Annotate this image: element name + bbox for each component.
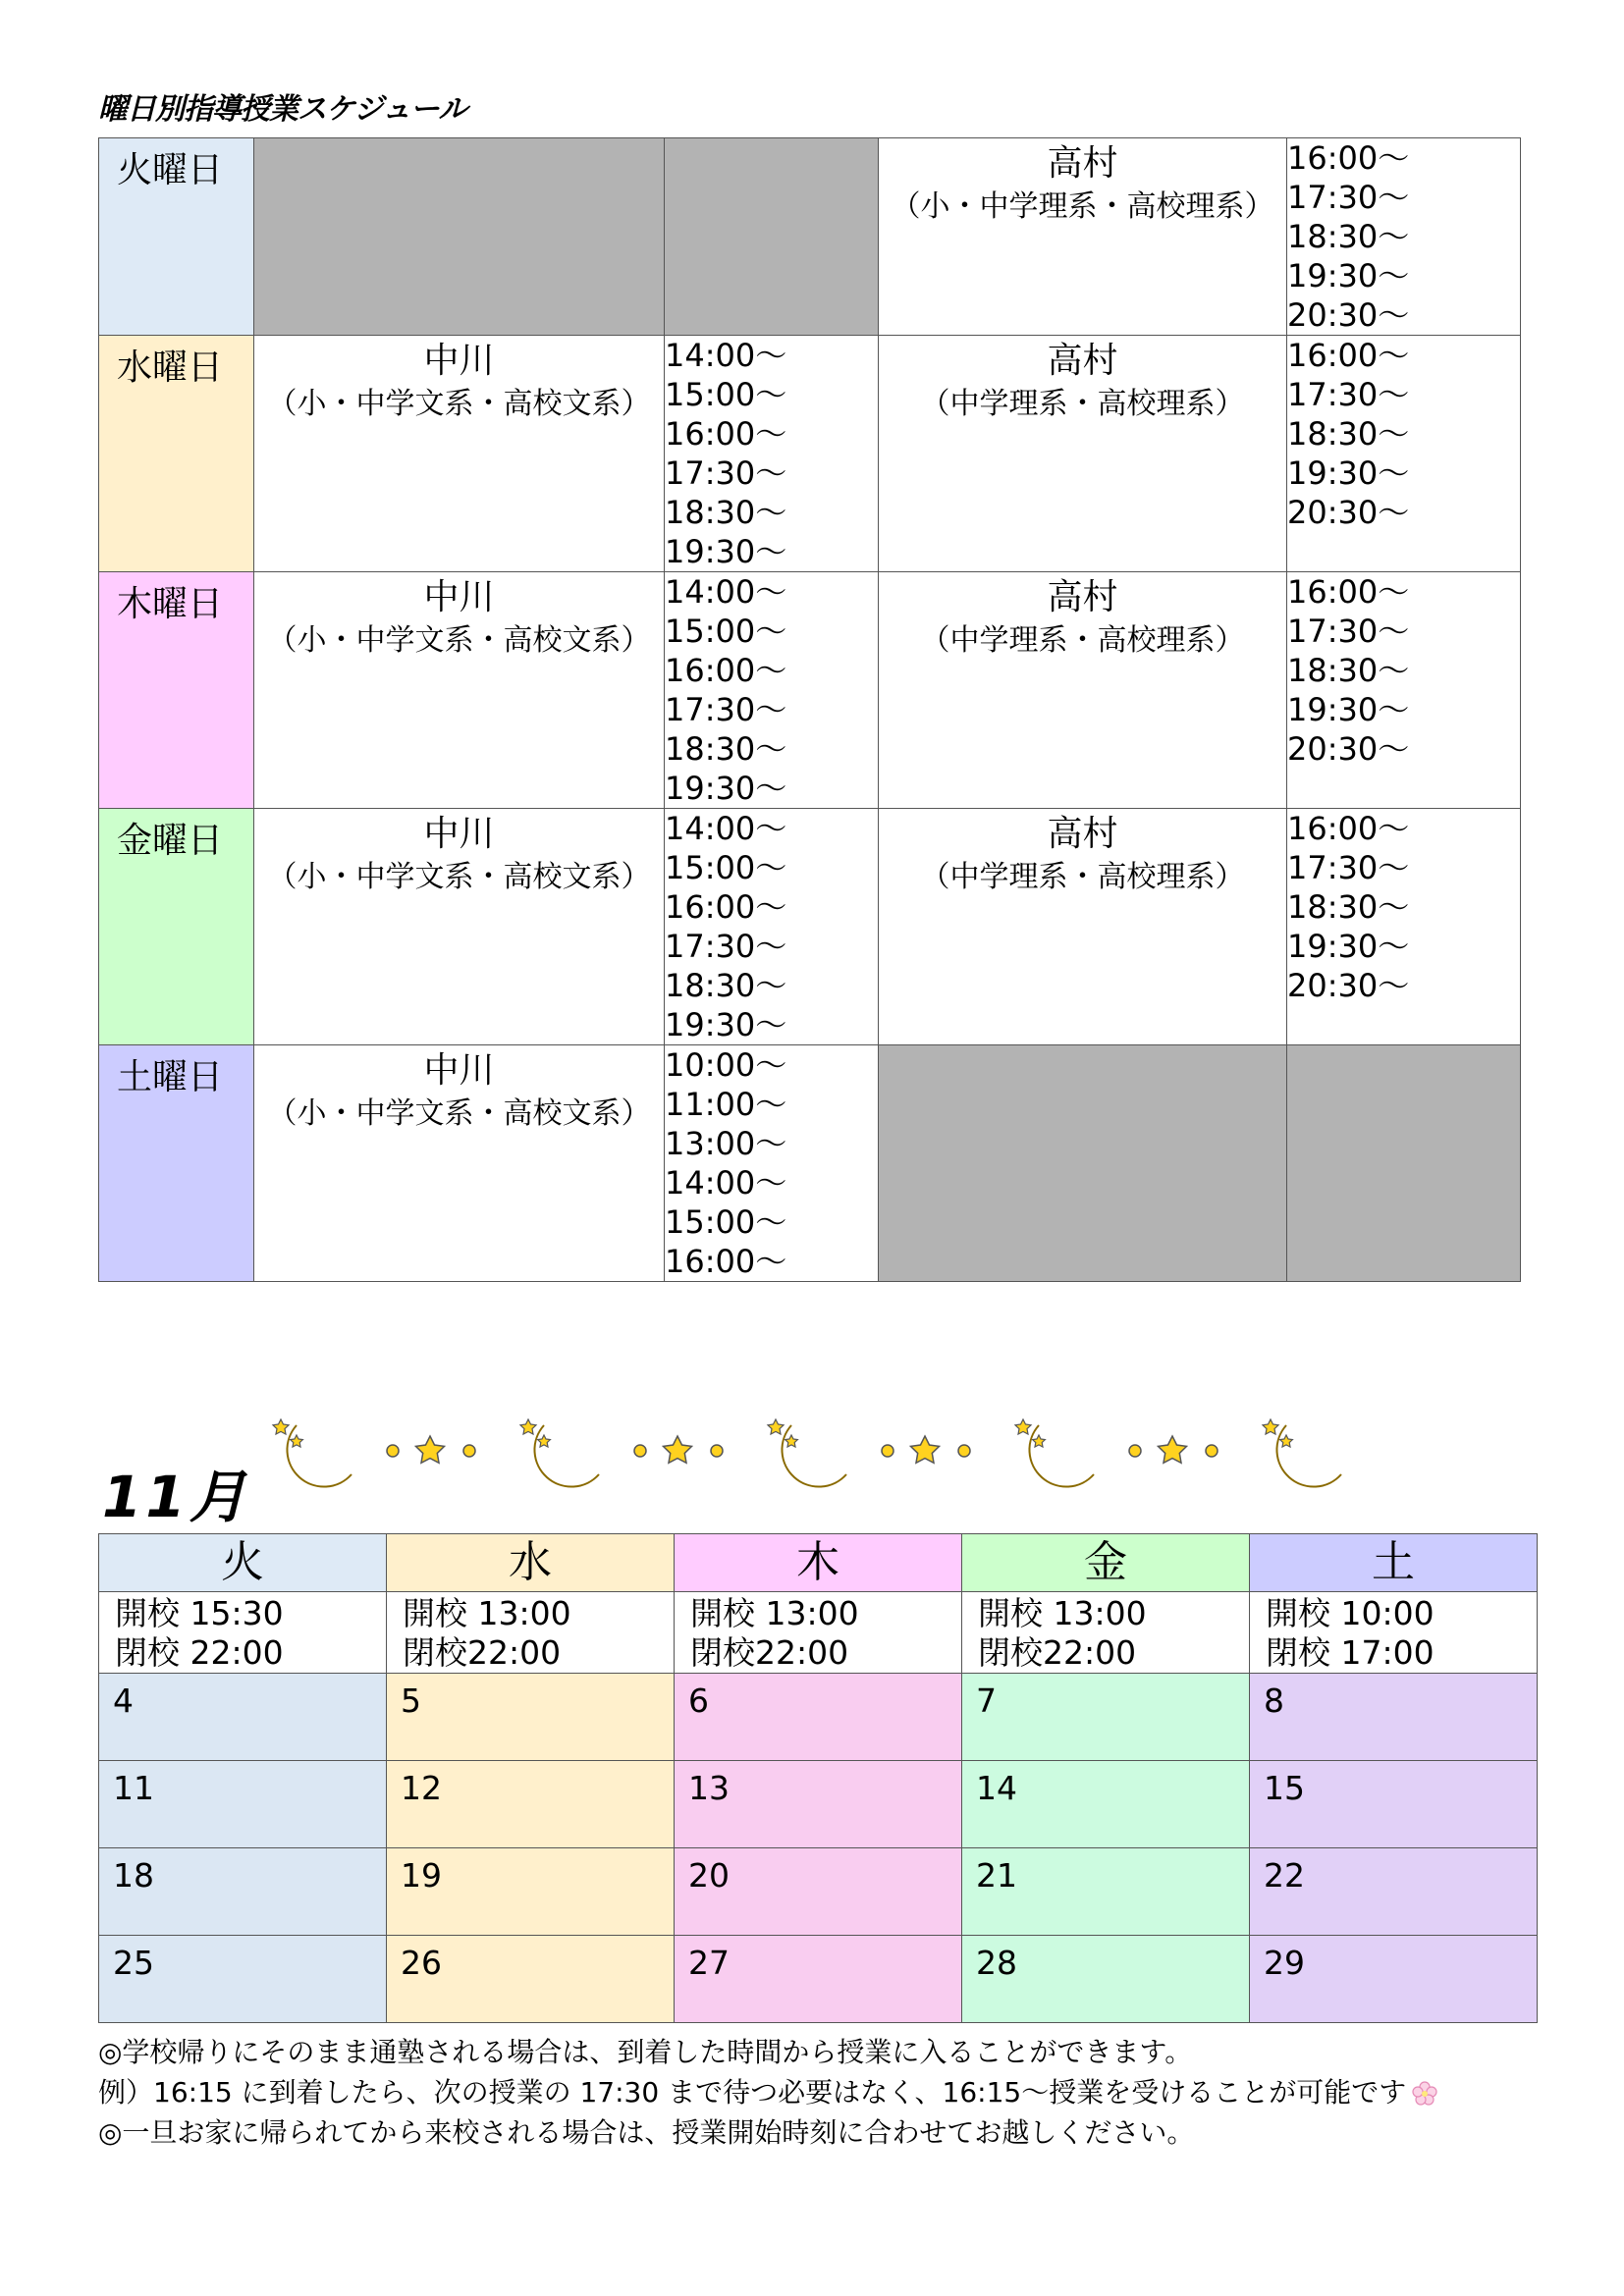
time-slot: 19:30～ bbox=[665, 770, 787, 807]
weekday-header: 土 bbox=[1250, 1534, 1538, 1592]
day-label: 土曜日 bbox=[117, 1057, 224, 1097]
time-slot: 13:00～ bbox=[665, 1125, 787, 1162]
teacher-subjects: （小・中学理系・高校理系） bbox=[891, 189, 1274, 224]
teacher-subjects: （小・中学文系・高校文系） bbox=[267, 1096, 651, 1131]
time-slot: 16:00～ bbox=[1287, 139, 1410, 177]
time-slots-cell bbox=[1287, 336, 1521, 572]
calendar-week-row bbox=[99, 1936, 1538, 2023]
close-time: 閉校 17:00 bbox=[1266, 1633, 1435, 1672]
flower-icon bbox=[1412, 2081, 1437, 2107]
teacher-cell bbox=[254, 572, 665, 809]
date-number: 15 bbox=[1264, 1769, 1305, 1807]
time-slot: 20:30～ bbox=[1287, 494, 1410, 531]
date-cell bbox=[1250, 1848, 1538, 1936]
time-slot: 19:30～ bbox=[1287, 257, 1410, 294]
teacher-cell bbox=[254, 809, 665, 1045]
date-number: 18 bbox=[113, 1856, 154, 1895]
calendar-header-row bbox=[99, 1534, 1538, 1592]
time-slot: 17:30～ bbox=[665, 928, 787, 965]
date-cell bbox=[387, 1761, 675, 1848]
day-cell bbox=[99, 138, 254, 336]
time-slots-cell bbox=[1287, 809, 1521, 1045]
calendar-week-row bbox=[99, 1674, 1538, 1761]
schedule-row bbox=[99, 572, 1521, 809]
time-slot: 16:00～ bbox=[1287, 573, 1410, 611]
day-cell bbox=[99, 1045, 254, 1282]
empty-slot bbox=[1287, 1045, 1521, 1282]
close-time: 閉校22:00 bbox=[690, 1633, 849, 1672]
time-slot: 19:30～ bbox=[1287, 454, 1410, 492]
date-number: 13 bbox=[688, 1769, 730, 1807]
calendar-week-row bbox=[99, 1848, 1538, 1936]
day-label: 木曜日 bbox=[117, 584, 224, 624]
time-slot: 16:00～ bbox=[665, 652, 787, 689]
time-slot: 18:30～ bbox=[665, 967, 787, 1004]
date-cell bbox=[1250, 1674, 1538, 1761]
time-slot: 16:00～ bbox=[1287, 337, 1410, 374]
calendar-table bbox=[98, 1533, 1538, 2023]
note-line-2: 例）16:15 に到着したら、次の授業の 17:30 まで待つ必要はなく、16:15～授業を受けることが可能です bbox=[98, 2072, 1437, 2112]
teacher-name: 中川 bbox=[423, 577, 495, 617]
month-label: 11月 bbox=[102, 1464, 250, 1530]
date-cell bbox=[99, 1761, 387, 1848]
weekday-header: 金 bbox=[962, 1534, 1250, 1592]
teacher-subjects: （小・中学文系・高校文系） bbox=[267, 860, 651, 894]
time-slot: 17:30～ bbox=[1287, 376, 1410, 413]
open-time: 開校 13:00 bbox=[690, 1594, 859, 1632]
time-slot: 18:30～ bbox=[665, 494, 787, 531]
close-time: 閉校22:00 bbox=[403, 1633, 562, 1672]
date-number: 20 bbox=[688, 1856, 730, 1895]
time-slot: 14:00～ bbox=[665, 337, 787, 374]
crescent-moon-icon bbox=[768, 1419, 846, 1487]
date-cell bbox=[675, 1936, 962, 2023]
teacher-cell bbox=[254, 336, 665, 572]
day-label: 火曜日 bbox=[117, 150, 224, 190]
star-icon bbox=[1129, 1436, 1218, 1463]
schedule-row bbox=[99, 336, 1521, 572]
date-cell bbox=[387, 1936, 675, 2023]
opening-hours-cell bbox=[99, 1592, 387, 1674]
teacher-cell bbox=[254, 1045, 665, 1282]
time-slot: 20:30～ bbox=[1287, 730, 1410, 768]
open-time: 開校 15:30 bbox=[115, 1594, 284, 1632]
close-time: 閉校 22:00 bbox=[115, 1633, 284, 1672]
date-number: 5 bbox=[401, 1682, 421, 1720]
date-cell bbox=[962, 1761, 1250, 1848]
time-slot: 17:30～ bbox=[1287, 613, 1410, 650]
teacher-name: 高村 bbox=[1047, 143, 1118, 184]
teacher-subjects: （中学理系・高校理系） bbox=[920, 623, 1245, 658]
star-icon bbox=[882, 1436, 970, 1463]
schedule-row bbox=[99, 809, 1521, 1045]
teacher-name: 高村 bbox=[1047, 341, 1118, 381]
date-number: 21 bbox=[976, 1856, 1017, 1895]
crescent-moon-icon bbox=[1015, 1419, 1094, 1487]
teacher-subjects: （中学理系・高校理系） bbox=[920, 387, 1245, 421]
date-number: 19 bbox=[401, 1856, 442, 1895]
close-time: 閉校22:00 bbox=[978, 1633, 1137, 1672]
teacher-subjects: （中学理系・高校理系） bbox=[920, 860, 1245, 894]
date-cell bbox=[99, 1848, 387, 1936]
schedule-row bbox=[99, 1045, 1521, 1282]
weekday-header: 木 bbox=[675, 1534, 962, 1592]
time-slot: 15:00～ bbox=[665, 613, 787, 650]
teacher-cell bbox=[879, 336, 1287, 572]
empty-slot bbox=[254, 138, 665, 336]
time-slot: 10:00～ bbox=[665, 1046, 787, 1084]
teacher-name: 中川 bbox=[423, 341, 495, 381]
date-cell bbox=[1250, 1761, 1538, 1848]
time-slot: 16:00～ bbox=[665, 888, 787, 926]
date-number: 28 bbox=[976, 1944, 1017, 1982]
date-cell bbox=[962, 1936, 1250, 2023]
opening-hours-cell bbox=[1250, 1592, 1538, 1674]
star-icon bbox=[634, 1436, 723, 1463]
open-time: 開校 10:00 bbox=[1266, 1594, 1435, 1632]
open-time: 開校 13:00 bbox=[403, 1594, 571, 1632]
calendar-hours-row bbox=[99, 1592, 1538, 1674]
teacher-name: 中川 bbox=[423, 1050, 495, 1091]
notes bbox=[98, 2032, 1437, 2153]
teacher-name: 中川 bbox=[423, 814, 495, 854]
time-slot: 18:30～ bbox=[665, 730, 787, 768]
teacher-subjects: （小・中学文系・高校文系） bbox=[267, 387, 651, 421]
teacher-name: 高村 bbox=[1047, 814, 1118, 854]
time-slot: 17:30～ bbox=[665, 691, 787, 728]
date-number: 6 bbox=[688, 1682, 709, 1720]
day-label: 水曜日 bbox=[117, 347, 224, 388]
time-slot: 20:30～ bbox=[1287, 967, 1410, 1004]
opening-hours-cell bbox=[962, 1592, 1250, 1674]
teacher-cell bbox=[879, 809, 1287, 1045]
opening-hours-cell bbox=[387, 1592, 675, 1674]
time-slots-cell bbox=[1287, 138, 1521, 336]
crescent-moon-icon bbox=[273, 1419, 352, 1487]
date-cell bbox=[1250, 1936, 1538, 2023]
date-cell bbox=[675, 1761, 962, 1848]
date-cell bbox=[99, 1936, 387, 2023]
date-cell bbox=[387, 1848, 675, 1936]
crescent-moon-icon bbox=[1263, 1419, 1341, 1487]
time-slot: 11:00～ bbox=[665, 1086, 787, 1123]
time-slot: 14:00～ bbox=[665, 1164, 787, 1201]
date-number: 26 bbox=[401, 1944, 442, 1982]
time-slot: 15:00～ bbox=[665, 1203, 787, 1241]
date-cell bbox=[962, 1674, 1250, 1761]
note-line-3: ◎一旦お家に帰られてから来校される場合は、授業開始時刻に合わせてお越しください。 bbox=[98, 2116, 1195, 2149]
date-number: 22 bbox=[1264, 1856, 1305, 1895]
teacher-cell bbox=[879, 138, 1287, 336]
date-cell bbox=[962, 1848, 1250, 1936]
day-cell bbox=[99, 572, 254, 809]
open-time: 開校 13:00 bbox=[978, 1594, 1147, 1632]
date-number: 25 bbox=[113, 1944, 154, 1982]
time-slot: 19:30～ bbox=[665, 1006, 787, 1043]
page-title: 曜日別指導授業スケジュール bbox=[98, 92, 467, 127]
empty-slot bbox=[665, 138, 879, 336]
date-number: 4 bbox=[113, 1682, 134, 1720]
time-slot: 16:00～ bbox=[1287, 810, 1410, 847]
teacher-cell bbox=[879, 572, 1287, 809]
time-slot: 18:30～ bbox=[1287, 415, 1410, 453]
time-slot: 18:30～ bbox=[1287, 652, 1410, 689]
time-slots-cell bbox=[665, 572, 879, 809]
time-slot: 14:00～ bbox=[665, 573, 787, 611]
time-slot: 16:00～ bbox=[665, 1243, 787, 1280]
date-number: 14 bbox=[976, 1769, 1017, 1807]
opening-hours-cell bbox=[675, 1592, 962, 1674]
time-slot: 17:30～ bbox=[1287, 849, 1410, 886]
day-cell bbox=[99, 809, 254, 1045]
time-slot: 17:30～ bbox=[665, 454, 787, 492]
weekday-header: 水 bbox=[387, 1534, 675, 1592]
weekly-schedule-table bbox=[98, 137, 1521, 1282]
time-slots-cell bbox=[665, 809, 879, 1045]
time-slots-cell bbox=[665, 336, 879, 572]
date-cell bbox=[99, 1674, 387, 1761]
crescent-moon-icon bbox=[520, 1419, 599, 1487]
moon-star-decoration bbox=[267, 1406, 1367, 1500]
time-slot: 19:30～ bbox=[1287, 928, 1410, 965]
date-number: 8 bbox=[1264, 1682, 1284, 1720]
time-slots-cell bbox=[665, 1045, 879, 1282]
date-number: 29 bbox=[1264, 1944, 1305, 1982]
date-cell bbox=[675, 1848, 962, 1936]
schedule-row bbox=[99, 138, 1521, 336]
time-slots-cell bbox=[1287, 572, 1521, 809]
time-slot: 18:30～ bbox=[1287, 218, 1410, 255]
weekday-header: 火 bbox=[99, 1534, 387, 1592]
note-line-1: ◎学校帰りにそのまま通塾される場合は、到着した時間から授業に入ることができます。 bbox=[98, 2036, 1193, 2068]
time-slot: 17:30～ bbox=[1287, 179, 1410, 216]
calendar-week-row bbox=[99, 1761, 1538, 1848]
time-slot: 15:00～ bbox=[665, 376, 787, 413]
day-cell bbox=[99, 336, 254, 572]
time-slot: 14:00～ bbox=[665, 810, 787, 847]
teacher-subjects: （小・中学文系・高校文系） bbox=[267, 623, 651, 658]
time-slot: 18:30～ bbox=[1287, 888, 1410, 926]
date-cell bbox=[675, 1674, 962, 1761]
star-icon bbox=[387, 1436, 475, 1463]
time-slot: 20:30～ bbox=[1287, 296, 1410, 334]
teacher-name: 高村 bbox=[1047, 577, 1118, 617]
empty-slot bbox=[879, 1045, 1287, 1282]
date-number: 27 bbox=[688, 1944, 730, 1982]
time-slot: 16:00～ bbox=[665, 415, 787, 453]
date-cell bbox=[387, 1674, 675, 1761]
date-number: 12 bbox=[401, 1769, 442, 1807]
date-number: 7 bbox=[976, 1682, 997, 1720]
time-slot: 19:30～ bbox=[665, 533, 787, 570]
day-label: 金曜日 bbox=[117, 821, 224, 861]
time-slot: 19:30～ bbox=[1287, 691, 1410, 728]
time-slot: 15:00～ bbox=[665, 849, 787, 886]
date-number: 11 bbox=[113, 1769, 154, 1807]
